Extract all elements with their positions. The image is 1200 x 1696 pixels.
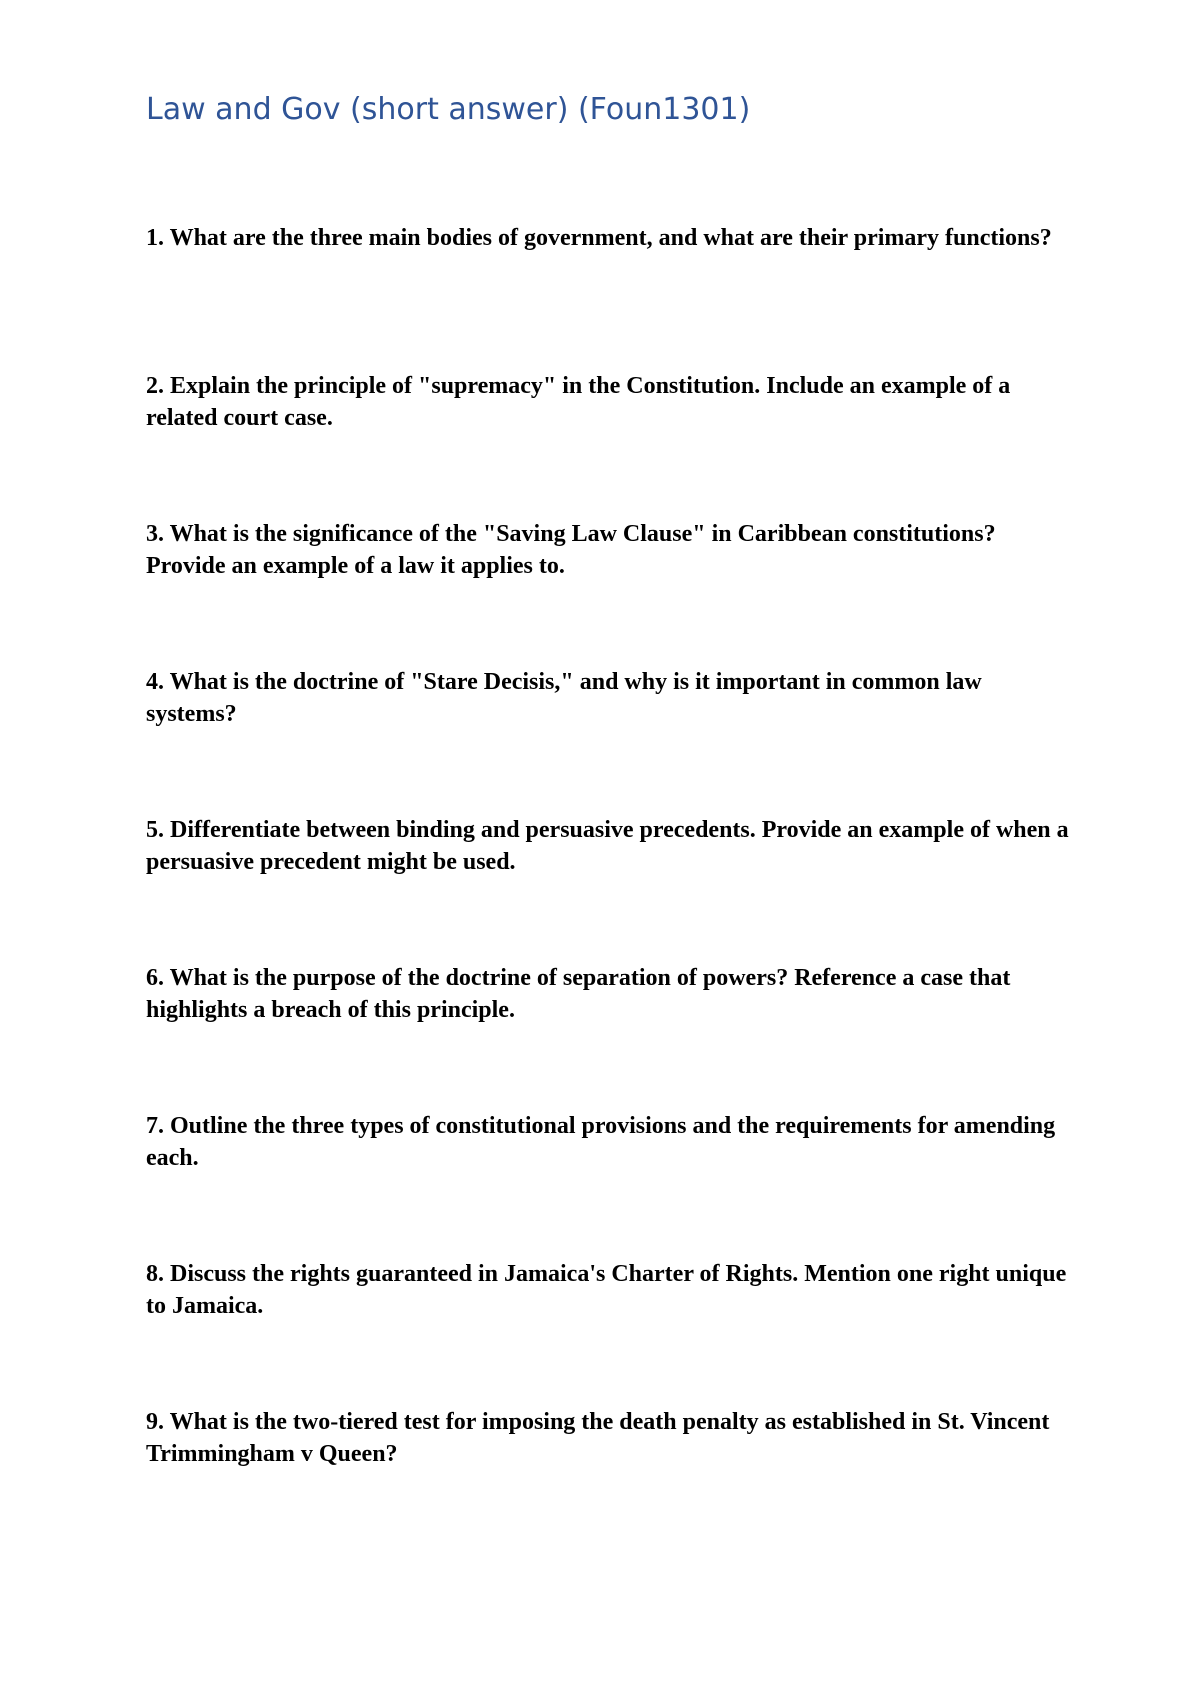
document-title: Law and Gov (short answer) (Foun1301): [146, 92, 751, 127]
question-item: 4. What is the doctrine of "Stare Decisis," and why is it important in common law systems?: [146, 669, 982, 727]
question-item: 6. What is the purpose of the doctrine of separation of powers? Reference a case that highlights a breach of this principle.: [146, 965, 1011, 1023]
question-item: 5. Differentiate between binding and persuasive precedents. Provide an example of when a persuasive precedent might be used.: [146, 817, 1069, 875]
question-item: 9. What is the two-tiered test for imposing the death penalty as established in St. Vincent Trimmingham v Queen?: [146, 1409, 1050, 1467]
question-item: 8. Discuss the rights guaranteed in Jamaica's Charter of Rights. Mention one right unique to Jamaica.: [146, 1261, 1067, 1319]
question-item: 1. What are the three main bodies of government, and what are their primary functions?: [146, 225, 1052, 251]
question-item: 2. Explain the principle of "supremacy" in the Constitution. Include an example of a related court case.: [146, 373, 1011, 431]
question-item: 7. Outline the three types of constitutional provisions and the requirements for amending each.: [146, 1113, 1056, 1171]
question-item: 3. What is the significance of the "Saving Law Clause" in Caribbean constitutions? Provide an example of a law it applies to.: [146, 521, 996, 579]
question-list: [146, 222, 1076, 1554]
